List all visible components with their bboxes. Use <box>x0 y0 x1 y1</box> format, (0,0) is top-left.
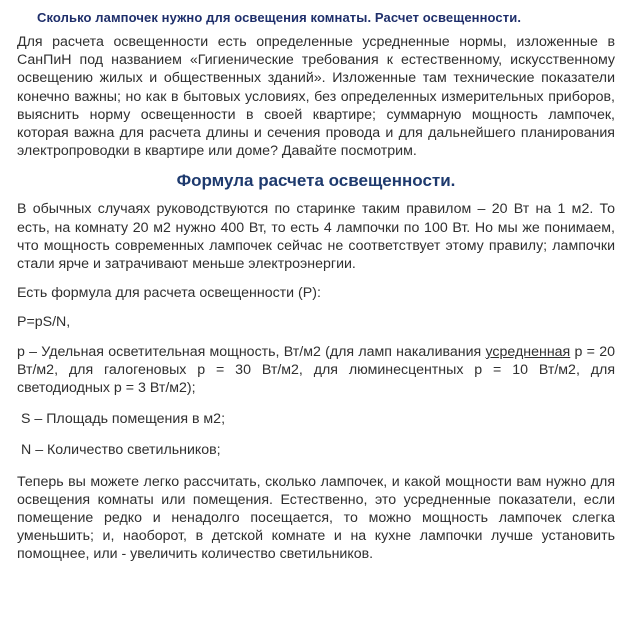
p-definition <box>17 343 615 398</box>
article-title: Сколько лампочек нужно для освещения комнаты. Расчет освещенности. <box>37 10 522 25</box>
formula: Р=pS/N, <box>17 314 71 331</box>
s-definition: S – Площадь помещения в м2; <box>21 411 226 428</box>
formula-intro: Есть формула для расчета освещенности (Р): <box>17 285 321 302</box>
intro-paragraph: Для расчета освещенности есть определенные усредненные нормы, изложенные в СанПиН под названием «Гигиенические требования к естественному, искусственному освещению жилых и общественных зданий». Изложенные там технические показатели конечно важны; но как в бытовых условиях, без определенных измерительных приборов, выяснить норму освещенности в своей квартире; суммарную мощность лампочек, которая важна для расчета длины и сечения провода и для дальнейшего планирования электропроводки в квартире или доме? Давайте посмотрим. <box>17 34 615 160</box>
p-definition-end: p = 20 Вт/м2, для галогеновых p = 30 Вт/м2, для люминесцентных p = 10 Вт/м2, для светодиодных p = 3 Вт/м2); <box>17 343 615 397</box>
p-definition-underlined: усредненная <box>485 343 571 360</box>
n-definition: N – Количество светильников; <box>21 442 221 459</box>
rule-paragraph: В обычных случаях руководствуются по старинке таким правилом – 20 Вт на 1 м2. То есть, на комнату 20 м2 нужно 400 Вт, то есть 4 лампочки по 100 Вт. Но мы же понимаем, что мощность современных лампочек сейчас не соответствует этому правилу; лампочки стали ярче и затрачивают меньше электроэнергии. <box>17 201 615 273</box>
p-definition-start: p – Удельная осветительная мощность, Вт/м2 (для ламп накаливания <box>17 343 482 360</box>
conclusion-paragraph: Теперь вы можете легко рассчитать, сколько лампочек, и какой мощности вам нужно для освещения комнаты или помещения. Естественно, это усредненные показатели, если помещение редко и ненадолго посещается, то можно мощность лампочек слегка уменьшить; и, наоборот, в детской комнате и на кухне лампочки лучше установить помощнее, или - увеличить количество светильников. <box>17 473 615 563</box>
section-heading: Формула расчета освещенности. <box>176 171 456 191</box>
